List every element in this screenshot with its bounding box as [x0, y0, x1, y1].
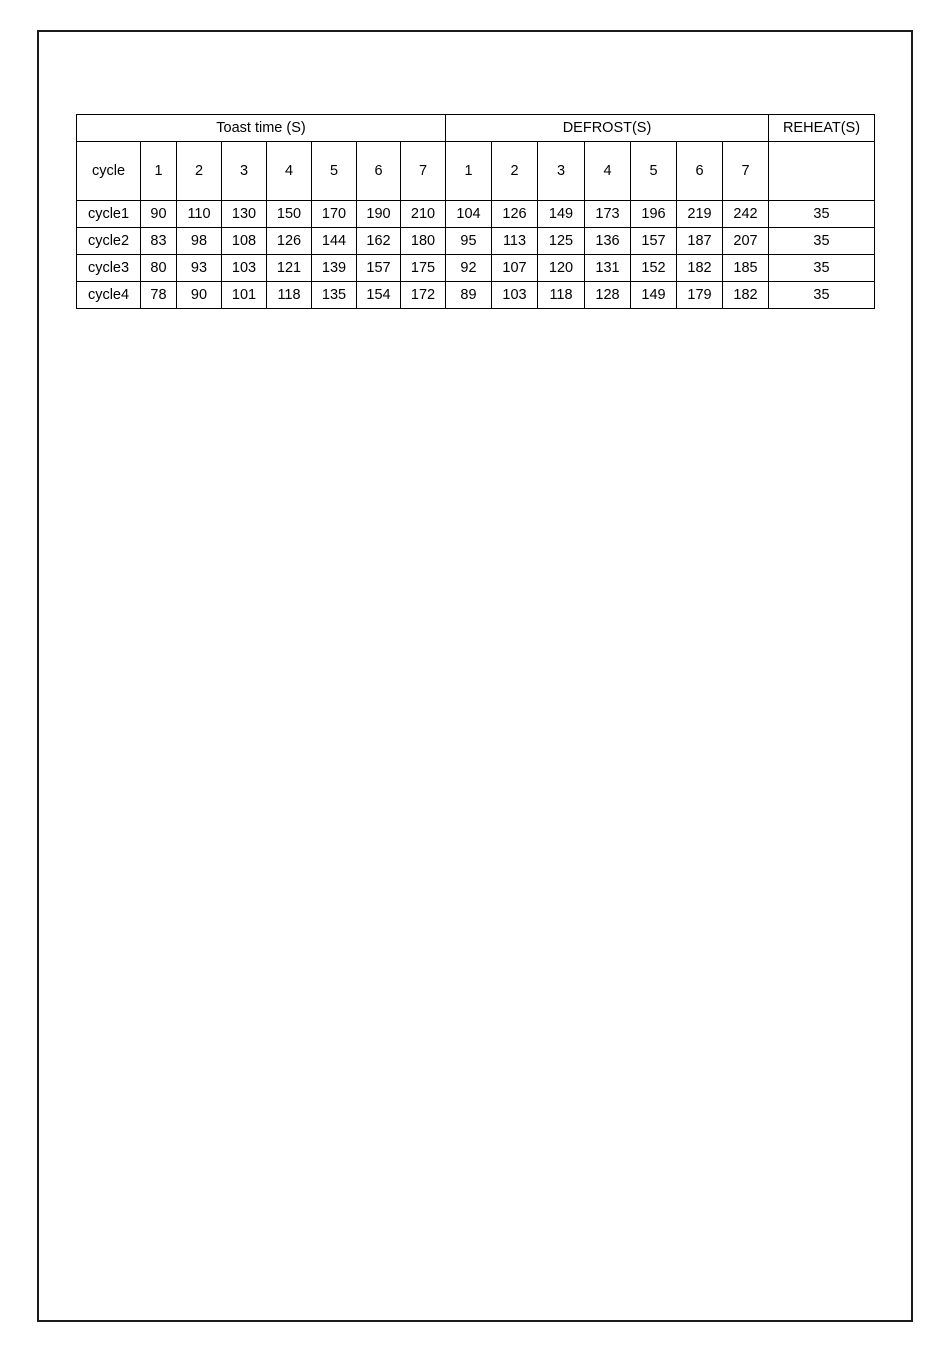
toast-time-cell: 108 [222, 228, 267, 255]
toast-time-cell: 110 [177, 201, 222, 228]
toast-time-cell: 180 [401, 228, 446, 255]
defrost-time-cell: 118 [538, 282, 585, 309]
defrost-time-cell: 131 [585, 255, 631, 282]
toast-time-cell: 90 [141, 201, 177, 228]
defrost-time-cell: 103 [492, 282, 538, 309]
reheat-time-cell: 35 [769, 255, 875, 282]
table-row [77, 201, 875, 228]
toast-time-cell: 154 [357, 282, 401, 309]
toast-time-cell: 78 [141, 282, 177, 309]
group-header-row [77, 115, 875, 142]
cycle-header: cycle [77, 142, 141, 201]
defrost-time-cell: 152 [631, 255, 677, 282]
defrost-time-cell: 187 [677, 228, 723, 255]
toast-level-header: 5 [312, 142, 357, 201]
toast-time-cell: 150 [267, 201, 312, 228]
defrost-time-cell: 104 [446, 201, 492, 228]
reheat-subheader-cell [769, 142, 875, 201]
defrost-time-cell: 182 [723, 282, 769, 309]
cycle-label-cell: cycle2 [77, 228, 141, 255]
toast-time-cell: 190 [357, 201, 401, 228]
toast-time-cell: 210 [401, 201, 446, 228]
cycle-label-cell: cycle4 [77, 282, 141, 309]
defrost-time-cell: 185 [723, 255, 769, 282]
toast-time-cell: 90 [177, 282, 222, 309]
defrost-time-cell: 120 [538, 255, 585, 282]
toast-time-cell: 121 [267, 255, 312, 282]
toast-level-header: 1 [141, 142, 177, 201]
cycle-times-table [76, 114, 875, 309]
defrost-level-header: 3 [538, 142, 585, 201]
defrost-time-cell: 113 [492, 228, 538, 255]
toast-time-cell: 157 [357, 255, 401, 282]
toast-time-cell: 103 [222, 255, 267, 282]
defrost-time-cell: 125 [538, 228, 585, 255]
defrost-level-header: 4 [585, 142, 631, 201]
defrost-time-cell: 128 [585, 282, 631, 309]
defrost-time-cell: 207 [723, 228, 769, 255]
toast-time-cell: 139 [312, 255, 357, 282]
defrost-time-cell: 157 [631, 228, 677, 255]
defrost-level-header: 5 [631, 142, 677, 201]
defrost-time-cell: 242 [723, 201, 769, 228]
cycle-label-cell: cycle3 [77, 255, 141, 282]
defrost-time-cell: 126 [492, 201, 538, 228]
toast-time-cell: 135 [312, 282, 357, 309]
defrost-time-cell: 149 [538, 201, 585, 228]
reheat-time-cell: 35 [769, 282, 875, 309]
defrost-time-cell: 179 [677, 282, 723, 309]
defrost-header: DEFROST(S) [446, 115, 769, 142]
toast-time-cell: 83 [141, 228, 177, 255]
cycle-label-cell: cycle1 [77, 201, 141, 228]
toast-time-cell: 170 [312, 201, 357, 228]
defrost-level-header: 1 [446, 142, 492, 201]
defrost-time-cell: 92 [446, 255, 492, 282]
toast-time-header: Toast time (S) [77, 115, 446, 142]
toast-level-header: 6 [357, 142, 401, 201]
toast-level-header: 3 [222, 142, 267, 201]
table-row [77, 282, 875, 309]
toast-time-cell: 162 [357, 228, 401, 255]
defrost-time-cell: 107 [492, 255, 538, 282]
defrost-time-cell: 149 [631, 282, 677, 309]
toast-time-cell: 130 [222, 201, 267, 228]
toast-level-header: 2 [177, 142, 222, 201]
reheat-time-cell: 35 [769, 201, 875, 228]
reheat-header: REHEAT(S) [769, 115, 875, 142]
toast-time-cell: 175 [401, 255, 446, 282]
table-row [77, 255, 875, 282]
defrost-time-cell: 89 [446, 282, 492, 309]
toast-time-cell: 93 [177, 255, 222, 282]
reheat-time-cell: 35 [769, 228, 875, 255]
defrost-time-cell: 136 [585, 228, 631, 255]
toast-time-cell: 144 [312, 228, 357, 255]
toast-time-cell: 98 [177, 228, 222, 255]
defrost-time-cell: 95 [446, 228, 492, 255]
toast-time-cell: 80 [141, 255, 177, 282]
toast-time-cell: 101 [222, 282, 267, 309]
defrost-time-cell: 196 [631, 201, 677, 228]
defrost-time-cell: 173 [585, 201, 631, 228]
toast-time-cell: 126 [267, 228, 312, 255]
toast-time-cell: 172 [401, 282, 446, 309]
toast-time-cell: 118 [267, 282, 312, 309]
table-row [77, 228, 875, 255]
defrost-level-header: 6 [677, 142, 723, 201]
defrost-level-header: 2 [492, 142, 538, 201]
defrost-time-cell: 219 [677, 201, 723, 228]
defrost-level-header: 7 [723, 142, 769, 201]
defrost-time-cell: 182 [677, 255, 723, 282]
toast-level-header: 7 [401, 142, 446, 201]
sub-header-row [77, 142, 875, 201]
toast-level-header: 4 [267, 142, 312, 201]
